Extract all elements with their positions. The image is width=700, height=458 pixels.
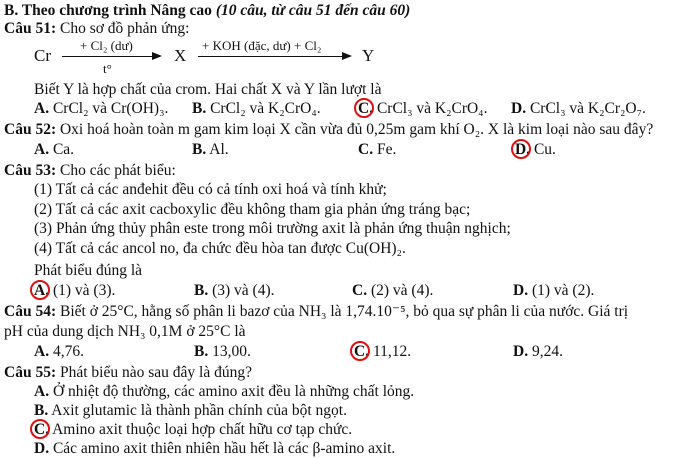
option-text: 13,00. — [212, 343, 251, 360]
option-key: A. — [34, 100, 50, 117]
option-text: (1) và (3). — [52, 282, 116, 299]
statement-2: (2) Tất cả các axit cacboxylic đều không tham gia phản ứng tráng bạc; — [34, 201, 471, 218]
product-y: Y — [362, 46, 375, 65]
question-54-text-cont: pH của dung dịch NH₃ 0,1M ở 25°C là — [4, 323, 246, 340]
intermediate-x: X — [174, 46, 187, 65]
question-label: Câu 55: — [4, 364, 57, 381]
option-c-selected[interactable] — [34, 420, 352, 439]
question-51-followup: Biết Y là hợp chất của crom. Hai chất X và Y lần lượt là — [34, 81, 382, 98]
option-b[interactable] — [194, 281, 275, 300]
option-c[interactable] — [358, 140, 396, 159]
option-key: A. — [34, 343, 50, 360]
option-d-selected[interactable] — [515, 140, 556, 159]
reaction-scheme — [0, 40, 420, 80]
answer-circle-mark: C. — [34, 421, 50, 438]
statement-4: (4) Tất cả các ancol no, đa chức đều hòa tan được Cu(OH)₂. — [34, 240, 406, 257]
option-key: B. — [192, 141, 207, 158]
question-52-header — [4, 120, 653, 139]
option-text: CrCl₂ và K₂CrO₄. — [210, 100, 321, 117]
option-key: A. — [34, 383, 50, 400]
option-text: 11,12. — [372, 343, 412, 360]
answer-circle-mark: D. — [515, 141, 531, 158]
statement-1: (1) Tất cả các anđehit đều có cả tính oxi hoá và tính khử; — [34, 181, 387, 198]
option-key: B. — [194, 282, 209, 299]
reactant-cr: Cr — [34, 46, 51, 65]
option-text: CrCl₃ và K₂CrO₄. — [376, 100, 488, 117]
option-key: B. — [194, 343, 209, 360]
question-53-followup: Phát biểu đúng là — [34, 262, 143, 279]
option-key: D. — [511, 100, 527, 117]
option-text: Axit glutamic là thành phần chính của bột ngọt. — [51, 402, 347, 419]
option-text: CrCl₃ và K₂Cr₂O₇. — [529, 100, 646, 117]
option-a-selected[interactable] — [34, 281, 115, 300]
question-text: Phát biểu nào sau đây là đúng? — [59, 364, 252, 381]
option-key: A. — [34, 141, 50, 158]
option-text: Amino axit thuộc loại hợp chất hữu cơ tạp chức. — [52, 421, 353, 438]
section-subtitle: (10 câu, từ câu 51 đến câu 60) — [215, 2, 411, 19]
question-text: Cho sơ đồ phản ứng: — [59, 20, 190, 37]
arrow2-condition-above: + KOH (đặc, dư) + Cl₂ — [202, 38, 322, 53]
option-text: (2) và (4). — [370, 282, 434, 299]
option-key: B. — [34, 402, 49, 419]
option-d[interactable] — [513, 281, 594, 300]
option-text: Ở nhiệt độ thường, các amino axit đều là những chất lỏng. — [52, 383, 415, 400]
option-text: CrCl₂ và Cr(OH)₃. — [52, 100, 169, 117]
option-key: D. — [513, 282, 529, 299]
question-text: Oxi hoá hoàn toàn m gam kim loại X cần vừa đủ 0,25m gam khí O₂. X là kim loại nào sau đây? — [59, 121, 654, 138]
option-d[interactable] — [513, 342, 563, 361]
option-a[interactable] — [34, 342, 84, 361]
option-text: Các amino axit thiên nhiên hầu hết là các β-amino axit. — [52, 440, 396, 457]
answer-circle-mark: C. — [354, 343, 370, 360]
question-55-header — [4, 363, 252, 382]
option-d[interactable] — [511, 99, 646, 118]
option-b[interactable] — [194, 342, 251, 361]
reaction-arrow-1 — [62, 56, 160, 57]
option-a[interactable] — [34, 99, 168, 118]
option-key: D. — [513, 343, 529, 360]
reaction-arrow-2 — [198, 56, 350, 57]
arrow1-condition-above: + Cl₂ (dư) — [80, 38, 133, 53]
option-text: 4,76. — [52, 343, 84, 360]
option-text: (1) và (2). — [531, 282, 595, 299]
option-key: B. — [192, 100, 207, 117]
option-c-selected[interactable] — [354, 342, 411, 361]
question-54-header — [4, 302, 628, 321]
question-text: Biết ở 25°C, hằng số phân li bazơ của NH₃ là 1,74.10⁻⁵, bỏ qua sự phân li của nước. Giá trị — [59, 303, 629, 320]
option-d[interactable] — [34, 439, 395, 458]
option-text: Cu. — [533, 141, 556, 158]
option-text: Fe. — [376, 141, 397, 158]
answer-circle-mark: C. — [358, 100, 374, 117]
section-title: B. Theo chương trình Nâng cao — [4, 2, 212, 19]
option-key: D. — [34, 440, 50, 457]
question-label: Câu 52: — [4, 121, 57, 138]
statement-3: (3) Phản ứng thủy phân este trong môi trường axit là phản ứng thuận nghịch; — [34, 220, 511, 237]
option-key: C. — [358, 141, 374, 158]
option-b[interactable] — [192, 99, 321, 118]
section-header — [4, 1, 410, 20]
option-text: Ca. — [52, 141, 75, 158]
option-text: 9,24. — [531, 343, 563, 360]
question-label: Câu 53: — [4, 162, 57, 179]
question-53-header — [4, 161, 176, 180]
option-a[interactable] — [34, 140, 74, 159]
answer-circle-mark: A. — [34, 282, 50, 299]
option-text: Al. — [209, 141, 229, 158]
question-label: Câu 51: — [4, 20, 57, 37]
option-b[interactable] — [192, 140, 229, 159]
question-text: Cho các phát biểu: — [59, 162, 176, 179]
question-51-header — [4, 19, 189, 38]
option-c-selected[interactable] — [358, 99, 487, 118]
option-c[interactable] — [352, 281, 433, 300]
question-label: Câu 54: — [4, 303, 57, 320]
option-a[interactable] — [34, 382, 414, 401]
option-b[interactable] — [34, 401, 347, 420]
option-key: C. — [352, 282, 368, 299]
arrow1-condition-below: t° — [103, 61, 112, 76]
option-text: (3) và (4). — [212, 282, 275, 299]
